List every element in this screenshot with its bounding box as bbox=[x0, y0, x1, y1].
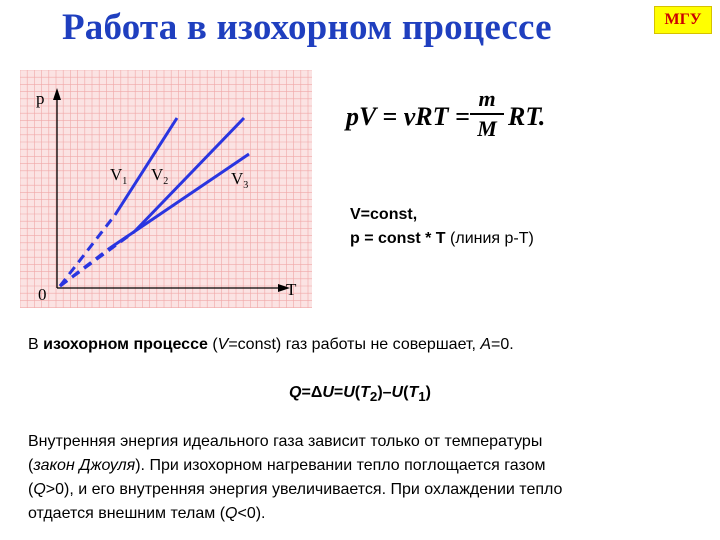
text-run: закон Джоуля bbox=[33, 457, 136, 474]
text-run: ). При изохорном нагревании тепло поглощается газом bbox=[135, 457, 546, 474]
paragraph-line bbox=[28, 454, 708, 478]
text-run: >0), и его внутренняя энергия увеличивается. При охлаждении тепло bbox=[45, 481, 563, 498]
formula-fraction bbox=[470, 86, 504, 142]
paragraph-line bbox=[28, 502, 708, 526]
text-run: ( bbox=[28, 457, 34, 474]
formula-lhs: pV = νRT = bbox=[346, 102, 470, 131]
text-run: ) bbox=[425, 384, 431, 401]
formula-rhs: RT. bbox=[508, 102, 546, 131]
text-run: изохорном процессе bbox=[43, 336, 208, 353]
condition-p-const-t: p = const * T bbox=[350, 230, 446, 247]
text-run: ( bbox=[28, 481, 34, 498]
y-axis-label: p bbox=[36, 89, 45, 108]
formula-denominator: M bbox=[477, 116, 497, 141]
text-run: ( bbox=[403, 384, 409, 401]
text-run: ( bbox=[207, 336, 218, 353]
label-v1: $V_1$ bbox=[110, 165, 128, 187]
label-v2: $V_2$ bbox=[151, 165, 169, 187]
fraction-bar bbox=[470, 113, 504, 115]
text-run: Q bbox=[289, 384, 302, 401]
text-run: 2 bbox=[369, 389, 378, 405]
text-run: V bbox=[217, 336, 229, 353]
text-run: )– bbox=[377, 384, 392, 401]
text-run: =0. bbox=[491, 336, 514, 353]
text-run: 1 bbox=[418, 389, 426, 405]
origin-label: 0 bbox=[38, 285, 47, 304]
text-run: ( bbox=[354, 384, 361, 401]
x-axis-label: T bbox=[286, 280, 297, 299]
text-run: <0). bbox=[237, 505, 266, 522]
text-run: Q bbox=[225, 505, 238, 522]
text-run: =const) газ работы не совершает, bbox=[228, 336, 481, 353]
ideal-gas-formula bbox=[346, 86, 546, 146]
isochore-conditions bbox=[350, 203, 534, 251]
paragraph-line bbox=[28, 430, 708, 454]
condition-p-t-note: (линия p-T) bbox=[445, 230, 534, 247]
paragraph-line bbox=[28, 478, 708, 502]
university-badge: МГУ bbox=[654, 6, 712, 34]
text-run: T bbox=[360, 384, 370, 401]
text-run: A bbox=[480, 336, 492, 353]
formula-numerator: m bbox=[478, 86, 496, 111]
text-run: = bbox=[333, 384, 344, 401]
label-v3: $V_3$ bbox=[231, 169, 249, 191]
page-title: Работа в изохорном процессе bbox=[62, 7, 552, 48]
isochoric-work-paragraph bbox=[28, 336, 514, 354]
text-run: U bbox=[343, 384, 355, 401]
text-run: U bbox=[391, 384, 404, 401]
text-run: =Δ bbox=[301, 384, 323, 401]
isochore-graph bbox=[20, 70, 312, 308]
text-run: отдается внешним телам ( bbox=[28, 505, 226, 522]
text-run: T bbox=[408, 384, 419, 401]
heat-equation bbox=[0, 384, 720, 404]
graph-background bbox=[20, 70, 312, 308]
text-run: Внутренняя энергия идеального газа зависит только от температуры bbox=[28, 433, 543, 450]
joule-law-paragraph bbox=[28, 430, 708, 526]
condition-v-const: V=const, bbox=[350, 206, 418, 223]
text-run: U bbox=[322, 384, 334, 401]
text-run: В bbox=[28, 336, 44, 353]
text-run: Q bbox=[33, 481, 46, 498]
